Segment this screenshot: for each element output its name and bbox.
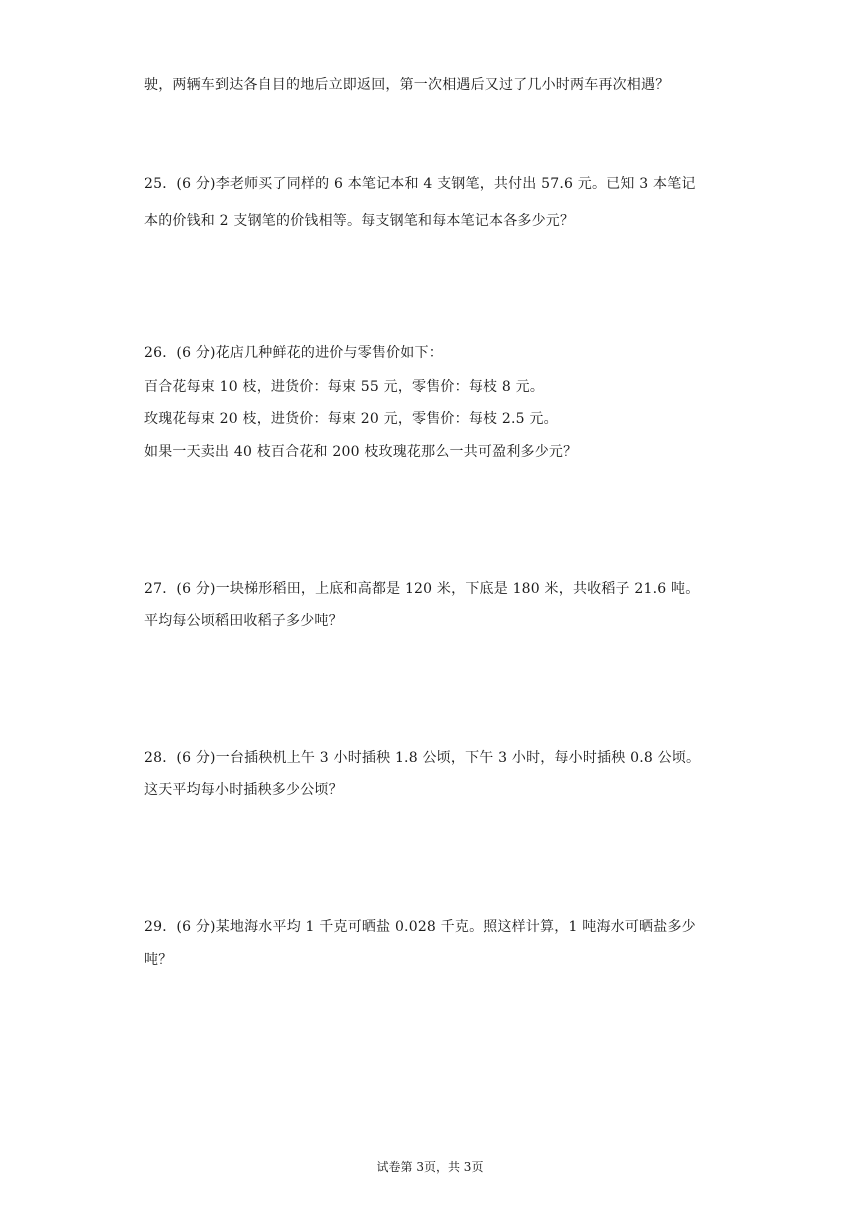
question-26-text-line-2: 百合花每束 10 枝，进货价：每束 55 元，零售价：每枝 8 元。 (144, 379, 545, 395)
question-25-text-line-2: 本的价钱和 2 支钢笔的价钱相等。每支钢笔和每本笔记本各多少元？ (144, 213, 575, 229)
question-26-text-line-1: 26．(6 分)花店几种鲜花的进价与零售价如下： (144, 345, 443, 361)
question-28-text-line-1: 28．(6 分)一台插秧机上午 3 小时插秧 1.8 公顷，下午 3 小时，每小时插秧 0.8 公顷。 (144, 750, 701, 766)
question-24-text-line-1: 驶，两辆车到达各自目的地后立即返回，第一次相遇后又过了几小时两车再次相遇？ (144, 77, 670, 93)
question-25-text-line-1: 25．(6 分)李老师买了同样的 6 本笔记本和 4 支钢笔，共付出 57.6 元。已知 3 本笔记 (144, 176, 696, 192)
question-26-text-line-4: 如果一天卖出 40 枝百合花和 200 枝玫瑰花那么一共可盈利多少元？ (144, 444, 578, 460)
question-28-text-line-2: 这天平均每小时插秧多少公顷？ (144, 782, 343, 798)
question-27-text-line-1: 27．(6 分)一块梯形稻田，上底和高都是 120 米，下底是 180 米，共收稻子 21.6 吨。 (144, 581, 700, 597)
question-27-text-line-2: 平均每公顷稻田收稻子多少吨？ (144, 613, 343, 629)
question-29-text-line-1: 29．(6 分)某地海水平均 1 千克可晒盐 0.028 千克。照这样计算，1 吨海水可晒盐多少 (144, 919, 696, 935)
question-29-text-line-2: 吨？ (144, 952, 173, 968)
page-footer: 试卷第 3页，共 3页 (376, 1160, 484, 1174)
question-26-text-line-3: 玫瑰花每束 20 枝，进货价：每束 20 元，零售价：每枝 2.5 元。 (144, 411, 558, 427)
